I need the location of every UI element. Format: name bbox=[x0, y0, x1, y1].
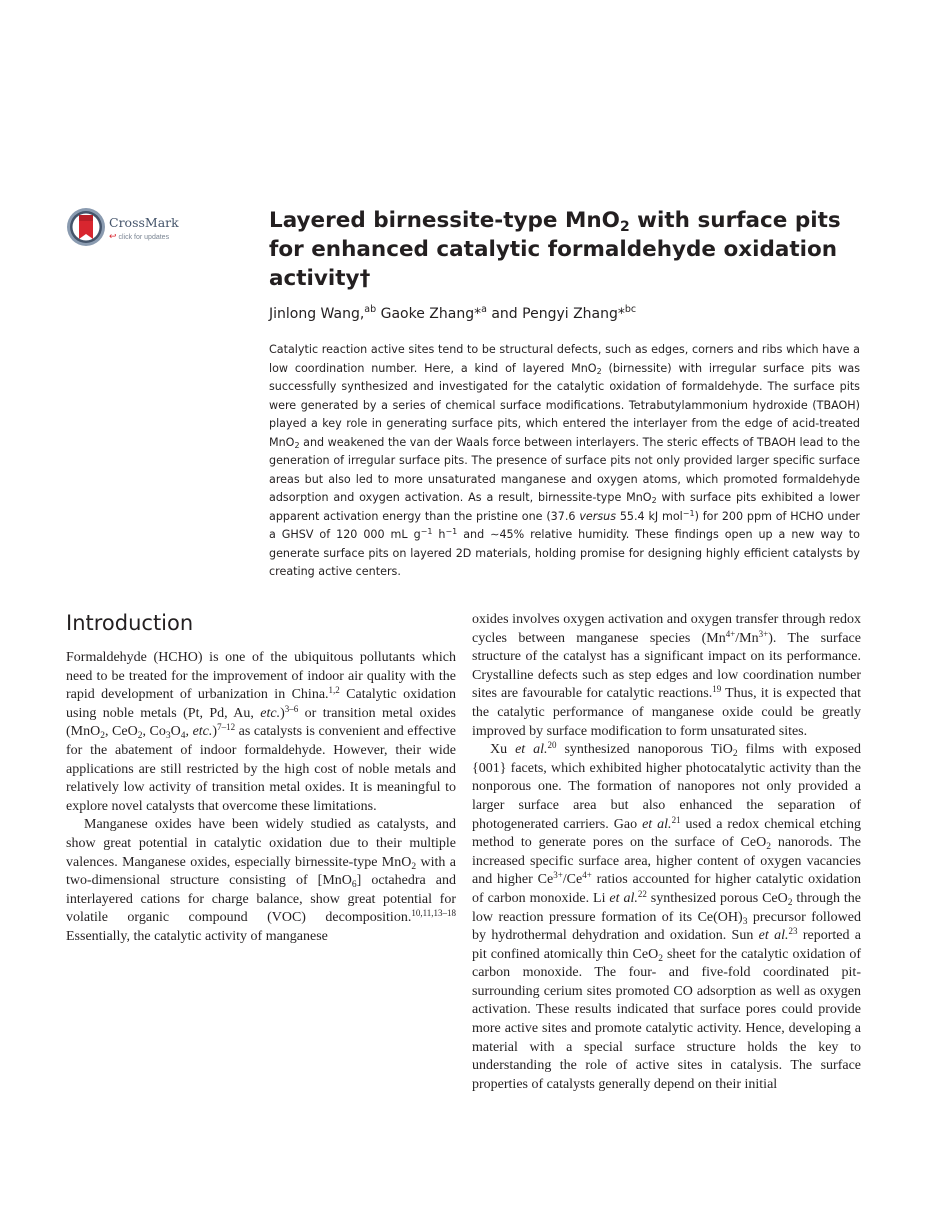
abstract bbox=[269, 341, 860, 582]
intro-paragraph-4: Xu et al.$^{20}$ synthesized nanoporous TiO$_2$ films with exposed {001} facets, which exhibited higher photocatalytic activity than the nonporous one. The formation of nanopores not only provided a larger surface area but also enhanced the separation of photogenerated carriers. Gao et al.$^{21}$ used a redox chemical etching method to generate pores on the surface of CeO$_2$ nanorods. The increased specific surface area, higher content of oxygen vacancies and higher $Ce^{3+}/Ce^{4+}$ ratios accounted for higher catalytic oxidation of carbon monoxide. Li et al.$^{22}$ synthesized porous CeO$_2$ through the low reaction pressure formation of its $Ce(OH)_3$ precursor followed by hydrothermal dehydration and oxidation. Sun et al.$^{23}$ reported a pit confined atomically thin CeO$_2$ sheet for the catalytic oxidation of carbon monoxide. The four- and five-fold coordinated pit-surrounding cerium sites promoted CO adsorption as well as oxygen activation. These results indicated that surface pores could provide more active sites and promote catalytic activity. Hence, developing a material with a special surface structure holds the key to understanding the role of active sites in catalysis. The surface properties of catalysts generally depend on their initial bbox=[472, 740, 862, 1092]
crossmark-subtitle-text: click for updates bbox=[118, 234, 170, 241]
author-affiliation[interactable]: bc bbox=[624, 304, 637, 315]
intro-paragraph-2: Manganese oxides have been widely studied as catalysts, and show great potential in catalytic oxidation due to their multiple valences. Manganese oxides, especially birnessite-type MnO$_2$ with a two-dimensional structure consisting of [MnO$_6$] octahedra and interlayered cations for charge balance, show great potential for volatile organic compound (VOC) decomposition.$^{10,11,13-18}$ Essentially, the catalytic activity of manganese bbox=[66, 817, 456, 944]
author-list bbox=[269, 306, 869, 322]
author-gaoke-zhang[interactable]: Gaoke Zhang* bbox=[376, 306, 482, 322]
citation-link[interactable]: 20 bbox=[547, 740, 557, 751]
citation-link[interactable]: 10,11,13–18 bbox=[411, 908, 456, 919]
crossmark-title: CrossMark bbox=[109, 215, 179, 230]
intro-paragraph-3: oxides involves oxygen activation and oxygen transfer through redox cycles between manganese species $(Mn^{4+}/Mn^{3+})$. The surface structure of the catalyst has a significant impact on its performance. Crystalline defects such as step edges and low coordination number sites are favourable for catalytic reactions.$^{19}$ Thus, it is expected that the catalytic performance of manganese oxide could be greatly improved by surface modification to form unsaturated sites. bbox=[472, 612, 861, 739]
citation-link[interactable]: 19 bbox=[712, 684, 722, 695]
author-affiliation[interactable]: a bbox=[481, 304, 487, 315]
citation-link[interactable]: 22 bbox=[637, 888, 647, 899]
citation-link[interactable]: 7–12 bbox=[217, 722, 236, 733]
abstract-paragraph: Catalytic reaction active sites tend to be structural defects, such as edges, corners and ribs which have a low coordination number. Here, a kind of layered MnO$_2$ (birnessite) with irregular surface pits was successfully synthesized and investigated for the catalytic oxidation of formaldehyde. The surface pits were generated by a series of chemical surface modifications. Tetrabutylammonium hydroxide (TBAOH) played a key role in generating surface pits, which entered the interlayer from the edge of acid-treated MnO$_2$ and weakened the van der Waals force between interlayers. The steric effects of TBAOH lead to the generation of irregular surface pits. The presence of surface pits not only provided larger specific surface areas but also led to more unsaturated manganese and oxygen atoms, which promoted formaldehyde adsorption and oxygen activation. As a result, birnessite-type MnO$_2$ with surface pits exhibited a lower apparent activation energy than the pristine one (37.6 versus 55.4 kJ mol$^{-1}$) for 200 ppm of HCHO under a GHSV of 120 000 mL $g^{-1}$ $h^{-1}$ and ∼45% relative humidity. These findings open up a new way to generate surface pits on layered 2D materials, holding promise for designing highly efficient catalysts by creating active centers. bbox=[269, 343, 861, 578]
citation-link[interactable]: 23 bbox=[788, 926, 798, 937]
intro-paragraph-1: Formaldehyde (HCHO) is one of the ubiquitous pollutants which need to be treated for the improvement of indoor air quality with the rapid development of urbanization in China.$^{1,2}$ Catalytic oxidation using noble metals (Pt, Pd, Au, etc.)$^{3-6}$ or transition metal oxides (MnO$_2$, CeO$_2$, $Co_3O_4$, etc.)$^{7-12}$ as catalysts is convenient and effective for the abatement of indoor formaldehyde. However, their wide applications are still restricted by the high cost of noble metals and relatively low activity of transition metal oxides. It is meaningful to explore novel catalysts that overcome these limitations. bbox=[66, 650, 456, 814]
citation-link[interactable]: 21 bbox=[671, 814, 681, 825]
citation-link[interactable]: 3–6 bbox=[284, 703, 299, 714]
left-column bbox=[66, 649, 456, 947]
crossmark-arrow-icon: ↩ bbox=[109, 231, 117, 241]
crossmark-badge[interactable] bbox=[66, 207, 186, 249]
section-heading-introduction: Introduction bbox=[66, 611, 194, 635]
author-pengyi-zhang[interactable]: and Pengyi Zhang* bbox=[486, 306, 625, 322]
crossmark-subtitle[interactable] bbox=[109, 231, 169, 242]
article-title: Layered birnessite-type MnO$_2$ with surface pits for enhanced catalytic formaldehyde oxidation activity† bbox=[269, 208, 841, 291]
crossmark-icon bbox=[66, 207, 106, 247]
citation-link[interactable]: 1,2 bbox=[328, 685, 340, 696]
author-affiliation[interactable]: ab bbox=[364, 304, 377, 315]
right-column bbox=[472, 611, 861, 1094]
author-jinlong-wang[interactable]: Jinlong Wang, bbox=[269, 306, 365, 322]
